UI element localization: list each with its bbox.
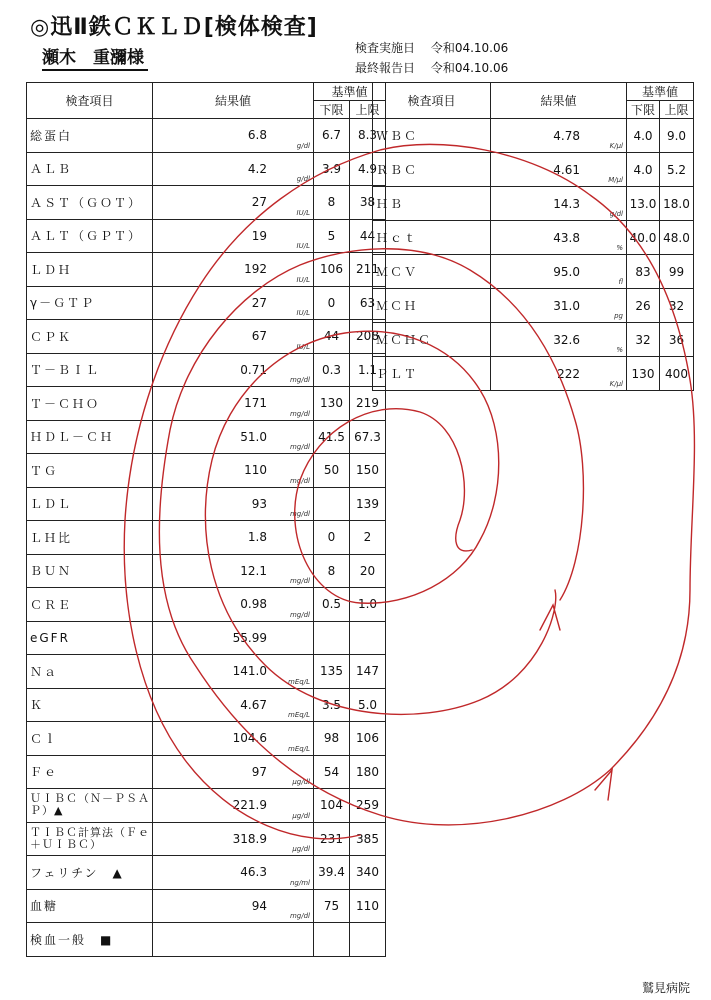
test-name: 血糖	[27, 889, 153, 923]
table-row	[27, 789, 386, 823]
table-row	[27, 521, 386, 555]
col-header-lower: 下限	[314, 101, 350, 119]
result-cell	[153, 722, 314, 756]
table-row	[373, 187, 694, 221]
result-value: 27	[251, 195, 267, 210]
report-date-row	[355, 58, 508, 78]
result-value: 110	[244, 463, 267, 478]
result-unit: IU/L	[296, 275, 310, 284]
chemistry-table	[26, 82, 386, 957]
reference-lower: 135	[314, 655, 350, 689]
reference-upper: 147	[350, 655, 386, 689]
reference-lower: 4.0	[627, 119, 660, 153]
result-unit: mg/dl	[289, 376, 310, 384]
result-value: 51.0	[240, 429, 267, 444]
test-name: γ－ＧＴＰ	[27, 286, 153, 320]
reference-lower: 231	[314, 822, 350, 856]
test-name: 総蛋白	[27, 119, 153, 153]
result-cell	[153, 253, 314, 287]
result-value: 104.6	[232, 731, 267, 746]
reference-upper: 340	[350, 856, 386, 890]
reference-upper: 150	[350, 454, 386, 488]
result-cell	[153, 186, 314, 220]
test-name: Ｈｃｔ	[373, 221, 491, 255]
result-unit: mg/dl	[289, 912, 310, 920]
table-row	[27, 621, 386, 655]
test-name: ＢＵＮ	[27, 554, 153, 588]
result-value: 55.99	[232, 630, 267, 645]
reference-upper: 211	[350, 253, 386, 287]
result-unit: %	[616, 244, 623, 252]
reference-upper: 63	[350, 286, 386, 320]
result-unit: g/dl	[609, 210, 623, 218]
test-name: ＭＣＨＣ	[373, 323, 491, 357]
result-unit: g/dl	[296, 175, 310, 183]
exam-date-value: 令和04.10.06	[430, 41, 509, 55]
result-unit: mEq/L	[288, 711, 310, 719]
test-name: ＨＢ	[373, 187, 491, 221]
result-unit: μg/dl	[292, 811, 310, 820]
reference-lower: 8	[314, 554, 350, 588]
result-value: 27	[251, 295, 267, 310]
result-cell	[491, 357, 627, 391]
reference-lower: 8	[314, 186, 350, 220]
result-cell	[491, 187, 627, 221]
test-name: ＡＬＢ	[27, 152, 153, 186]
result-unit: mg/dl	[289, 409, 310, 418]
result-unit: ng/ml	[289, 878, 310, 887]
reference-lower: 3.5	[314, 688, 350, 722]
result-cell	[153, 487, 314, 521]
result-cell	[153, 119, 314, 153]
reference-upper: 208	[350, 320, 386, 354]
table-row	[27, 320, 386, 354]
test-name: ＬＤＬ	[27, 487, 153, 521]
table-row	[27, 856, 386, 890]
result-unit: μg/dl	[292, 778, 310, 786]
reference-upper: 8.3	[350, 119, 386, 153]
reference-lower: 54	[314, 755, 350, 789]
exam-date-row	[355, 38, 508, 58]
result-unit: IU/L	[296, 208, 310, 217]
table-row	[27, 420, 386, 454]
table-row	[373, 255, 694, 289]
reference-lower: 83	[627, 255, 660, 289]
test-name: ＷＢＣ	[373, 119, 491, 153]
test-name: フェリチン ▲	[27, 856, 153, 890]
reference-lower: 130	[314, 387, 350, 421]
result-unit: IU/L	[296, 309, 310, 317]
result-unit: mg/dl	[289, 476, 310, 485]
report-date-value: 令和04.10.06	[430, 61, 509, 75]
reference-upper: 259	[350, 789, 386, 823]
reference-lower: 0	[314, 521, 350, 555]
reference-lower: 0	[314, 286, 350, 320]
reference-lower: 0.3	[314, 353, 350, 387]
reference-lower	[314, 487, 350, 521]
result-value: 318.9	[232, 831, 267, 846]
test-name: ＰＬＴ	[373, 357, 491, 391]
table-row	[27, 588, 386, 622]
result-value: 4.67	[240, 697, 267, 712]
table-row	[27, 253, 386, 287]
result-unit: mEq/L	[288, 677, 310, 686]
result-value: 43.8	[553, 230, 580, 245]
result-value: 97	[251, 764, 267, 779]
blood-count-table	[372, 82, 694, 391]
result-cell	[491, 323, 627, 357]
result-cell	[491, 221, 627, 255]
reference-lower: 3.9	[314, 152, 350, 186]
reference-lower: 98	[314, 722, 350, 756]
reference-lower: 44	[314, 320, 350, 354]
reference-upper: 5.2	[660, 153, 694, 187]
test-name: ＣＰＫ	[27, 320, 153, 354]
reference-upper: 400	[660, 357, 694, 391]
result-cell	[491, 153, 627, 187]
reference-lower: 75	[314, 889, 350, 923]
result-value: 46.3	[240, 865, 267, 880]
col-header-result: 結果値	[491, 83, 627, 119]
col-header-upper: 上限	[350, 101, 386, 119]
result-unit: mg/dl	[289, 443, 310, 451]
result-value: 221.9	[232, 798, 267, 813]
test-name: ＭＣＨ	[373, 289, 491, 323]
table-row	[27, 286, 386, 320]
test-name: Ｔ－ＢＩＬ	[27, 353, 153, 387]
result-value: 222	[557, 366, 580, 381]
reference-upper	[350, 923, 386, 957]
result-value: 4.2	[247, 161, 267, 176]
result-value: 12.1	[240, 563, 267, 578]
result-unit: IU/L	[296, 242, 310, 250]
reference-upper: 9.0	[660, 119, 694, 153]
test-name: eGFR	[27, 621, 153, 655]
result-unit: M/μl	[608, 176, 623, 184]
col-header-result: 結果値	[153, 83, 314, 119]
test-name: ＭＣＶ	[373, 255, 491, 289]
reference-lower: 5	[314, 219, 350, 253]
result-unit: mg/dl	[289, 610, 310, 619]
reference-upper: 38	[350, 186, 386, 220]
result-unit: K/μl	[609, 142, 623, 150]
test-name: ＲＢＣ	[373, 153, 491, 187]
col-header-upper: 上限	[660, 101, 694, 119]
result-cell	[491, 255, 627, 289]
exam-date-label: 検査実施日	[355, 41, 416, 55]
reference-lower	[314, 621, 350, 655]
reference-lower: 32	[627, 323, 660, 357]
reference-upper: 2	[350, 521, 386, 555]
result-cell	[153, 387, 314, 421]
test-name: ＴＧ	[27, 454, 153, 488]
col-header-reference: 基準値	[314, 83, 386, 101]
table-row	[373, 153, 694, 187]
test-name: Ｎａ	[27, 655, 153, 689]
result-cell	[491, 119, 627, 153]
table-row	[27, 822, 386, 856]
reference-upper: 48.0	[660, 221, 694, 255]
result-unit: %	[616, 346, 623, 354]
result-value: 141.0	[232, 664, 267, 679]
result-cell	[153, 621, 314, 655]
reference-lower: 106	[314, 253, 350, 287]
reference-upper: 67.3	[350, 420, 386, 454]
result-value: 14.3	[553, 196, 580, 211]
result-value: 192	[244, 262, 267, 277]
report-dates	[355, 38, 508, 78]
result-cell	[153, 152, 314, 186]
table-row	[27, 186, 386, 220]
table-row	[27, 655, 386, 689]
table-row	[27, 219, 386, 253]
result-unit: mg/dl	[289, 510, 310, 518]
reference-upper: 106	[350, 722, 386, 756]
reference-upper: 139	[350, 487, 386, 521]
reference-upper: 219	[350, 387, 386, 421]
table-row	[27, 755, 386, 789]
reference-upper: 18.0	[660, 187, 694, 221]
table-row	[27, 554, 386, 588]
table-row	[373, 323, 694, 357]
table-row	[373, 119, 694, 153]
reference-upper: 5.0	[350, 688, 386, 722]
result-cell	[153, 789, 314, 823]
reference-lower: 130	[627, 357, 660, 391]
result-value: 6.8	[247, 128, 267, 143]
patient-name: 瀬木 重瀰様	[42, 43, 148, 71]
test-name: Ｔ－ＣＨＯ	[27, 387, 153, 421]
reference-upper: 99	[660, 255, 694, 289]
result-value: 171	[244, 396, 267, 411]
table-row	[373, 221, 694, 255]
result-value: 67	[251, 329, 267, 344]
reference-lower: 26	[627, 289, 660, 323]
result-unit: g/dl	[296, 141, 310, 150]
result-cell	[153, 755, 314, 789]
result-value: 32.6	[553, 332, 580, 347]
result-cell	[153, 219, 314, 253]
result-value: 93	[251, 496, 267, 511]
result-cell	[153, 889, 314, 923]
test-name: Ｆｅ	[27, 755, 153, 789]
table-row	[27, 487, 386, 521]
reference-upper: 1.1	[350, 353, 386, 387]
col-header-reference: 基準値	[627, 83, 694, 101]
hospital-name: 鷲見病院	[642, 981, 691, 995]
test-name: ＴＩＢＣ計算法（Ｆｅ＋ＵＩＢＣ）	[27, 822, 153, 856]
result-value: 1.8	[247, 530, 267, 545]
result-value: 31.0	[553, 298, 580, 313]
result-unit: K/μl	[609, 380, 623, 388]
table-row	[27, 722, 386, 756]
reference-lower	[314, 923, 350, 957]
table-row	[27, 454, 386, 488]
reference-upper	[350, 621, 386, 655]
reference-lower: 4.0	[627, 153, 660, 187]
reference-lower: 13.0	[627, 187, 660, 221]
result-value: 0.98	[240, 597, 267, 612]
reference-upper: 4.9	[350, 152, 386, 186]
test-name: ＬＤＨ	[27, 253, 153, 287]
test-name: ＣＲＥ	[27, 588, 153, 622]
reference-lower: 39.4	[314, 856, 350, 890]
reference-upper: 110	[350, 889, 386, 923]
reference-lower: 104	[314, 789, 350, 823]
reference-upper: 36	[660, 323, 694, 357]
test-name: Ｃｌ	[27, 722, 153, 756]
test-name: ＬＨ比	[27, 521, 153, 555]
result-cell	[153, 454, 314, 488]
reference-upper: 180	[350, 755, 386, 789]
table-row	[27, 889, 386, 923]
result-cell	[153, 655, 314, 689]
table-row	[27, 923, 386, 957]
test-name: 検血一般 ■	[27, 923, 153, 957]
table-row	[27, 353, 386, 387]
test-name: Ｋ	[27, 688, 153, 722]
result-cell	[153, 353, 314, 387]
result-value: 94	[251, 898, 267, 913]
result-cell	[153, 420, 314, 454]
reference-upper: 32	[660, 289, 694, 323]
reference-upper: 385	[350, 822, 386, 856]
result-cell	[153, 688, 314, 722]
result-value: 19	[251, 228, 267, 243]
col-header-item: 検査項目	[373, 83, 491, 119]
reference-lower: 6.7	[314, 119, 350, 153]
test-name: ＨＤＬ－ＣＨ	[27, 420, 153, 454]
result-cell	[153, 588, 314, 622]
test-name: ＡＬＴ（ＧＰＴ）	[27, 219, 153, 253]
table-row	[27, 387, 386, 421]
result-cell	[491, 289, 627, 323]
table-row	[373, 357, 694, 391]
col-header-lower: 下限	[627, 101, 660, 119]
result-cell	[153, 856, 314, 890]
result-cell	[153, 521, 314, 555]
result-cell	[153, 320, 314, 354]
reference-lower: 41.5	[314, 420, 350, 454]
result-cell	[153, 822, 314, 856]
result-value: 0.71	[240, 362, 267, 377]
reference-lower: 50	[314, 454, 350, 488]
blood-count-rows	[373, 119, 694, 391]
reference-upper: 1.0	[350, 588, 386, 622]
result-unit: IU/L	[296, 342, 310, 351]
result-unit: pg	[614, 312, 623, 320]
result-unit: μg/dl	[292, 845, 310, 853]
report-title: ◎迅Ⅱ鉄ＣＫＬＤ[検体検査]	[30, 15, 318, 40]
result-value: 4.61	[553, 162, 580, 177]
table-row	[27, 152, 386, 186]
reference-lower: 0.5	[314, 588, 350, 622]
reference-lower: 40.0	[627, 221, 660, 255]
result-cell	[153, 286, 314, 320]
table-row	[27, 119, 386, 153]
test-name: ＵＩＢＣ（Ｎ－ＰＳＡＰ）▲	[27, 789, 153, 823]
reference-upper: 44	[350, 219, 386, 253]
table-row	[373, 289, 694, 323]
result-value: 4.78	[553, 128, 580, 143]
result-cell	[153, 554, 314, 588]
reference-upper: 20	[350, 554, 386, 588]
chemistry-rows	[27, 119, 386, 957]
result-unit: mg/dl	[289, 577, 310, 585]
col-header-item: 検査項目	[27, 83, 153, 119]
table-row	[27, 688, 386, 722]
result-value: 95.0	[553, 264, 580, 279]
result-cell	[153, 923, 314, 957]
test-name: ＡＳＴ（ＧＯＴ）	[27, 186, 153, 220]
report-date-label: 最終報告日	[355, 61, 416, 75]
result-unit: fl	[618, 278, 623, 286]
result-unit: mEq/L	[288, 744, 310, 753]
